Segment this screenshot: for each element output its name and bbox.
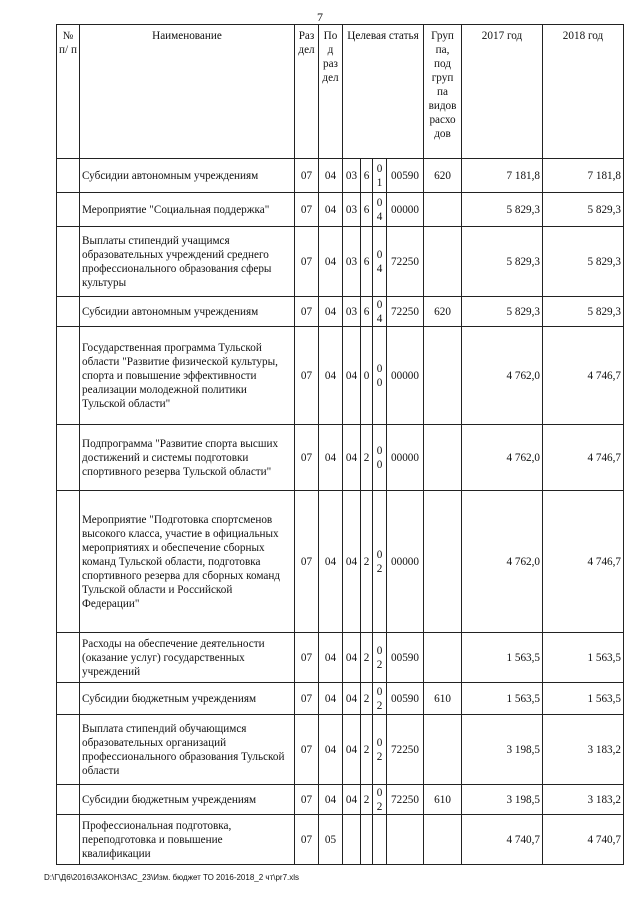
row-ts2: 2 — [361, 785, 373, 815]
row-2017: 5 829,3 — [462, 297, 543, 327]
row-2017: 4 762,0 — [462, 425, 543, 491]
row-ts3: 02 — [373, 785, 387, 815]
row-ts4: 00000 — [387, 327, 424, 425]
header-section: Раз дел — [295, 25, 319, 159]
row-group — [424, 633, 462, 683]
table-row — [57, 425, 624, 491]
row-ts3: 02 — [373, 633, 387, 683]
row-group: 610 — [424, 683, 462, 715]
row-name: Подпрограмма "Развитие спорта высших достижений и системы подготовки спортивного резерва Тульской области" — [80, 425, 295, 491]
row-num — [57, 297, 80, 327]
row-ts4: 00000 — [387, 193, 424, 227]
row-ts4: 00000 — [387, 491, 424, 633]
row-podrazdel: 04 — [319, 491, 343, 633]
row-name: Субсидии автономным учреждениям — [80, 297, 295, 327]
row-ts1: 04 — [343, 425, 361, 491]
row-ts3: 04 — [373, 297, 387, 327]
row-2018: 4 746,7 — [543, 327, 624, 425]
table-row — [57, 193, 624, 227]
row-razdel: 07 — [295, 633, 319, 683]
row-ts4: 00590 — [387, 683, 424, 715]
row-name: Мероприятие "Социальная поддержка" — [80, 193, 295, 227]
row-num — [57, 715, 80, 785]
table-row — [57, 785, 624, 815]
row-razdel: 07 — [295, 785, 319, 815]
header-expense-group: Груп па, под груп па видов расхо дов — [424, 25, 462, 159]
row-num — [57, 193, 80, 227]
row-num — [57, 633, 80, 683]
file-path-footer: D:\Г\Д6\2016\ЗАКОН\ЗАС_23\Изм. бюджет ТО 2016-2018_2 чт\pr7.xls — [44, 873, 300, 882]
row-ts1 — [343, 815, 361, 865]
row-name: Субсидии бюджетным учреждениям — [80, 785, 295, 815]
header-2017: 2017 год — [462, 25, 543, 159]
row-ts4: 72250 — [387, 297, 424, 327]
row-2017: 3 198,5 — [462, 785, 543, 815]
row-2018: 4 746,7 — [543, 491, 624, 633]
row-name: Профессиональная подготовка, переподготовка и повышение квалификации — [80, 815, 295, 865]
row-ts4: 00000 — [387, 425, 424, 491]
row-2018: 5 829,3 — [543, 297, 624, 327]
row-name: Субсидии бюджетным учреждениям — [80, 683, 295, 715]
row-2017: 4 740,7 — [462, 815, 543, 865]
row-group — [424, 327, 462, 425]
row-2017: 1 563,5 — [462, 633, 543, 683]
row-2017: 3 198,5 — [462, 715, 543, 785]
row-ts4 — [387, 815, 424, 865]
row-2018: 4 740,7 — [543, 815, 624, 865]
row-group: 620 — [424, 159, 462, 193]
header-2018: 2018 год — [543, 25, 624, 159]
row-name: Выплата стипендий обучающимся образовательных организаций профессионального образования Тульской области — [80, 715, 295, 785]
row-ts1: 04 — [343, 683, 361, 715]
row-ts3: 02 — [373, 683, 387, 715]
row-num — [57, 491, 80, 633]
row-ts2: 0 — [361, 327, 373, 425]
row-ts2: 6 — [361, 297, 373, 327]
row-group: 610 — [424, 785, 462, 815]
row-ts2: 6 — [361, 159, 373, 193]
row-podrazdel: 04 — [319, 683, 343, 715]
row-razdel: 07 — [295, 491, 319, 633]
row-razdel: 07 — [295, 683, 319, 715]
table-row — [57, 297, 624, 327]
table-row — [57, 159, 624, 193]
row-group — [424, 193, 462, 227]
row-ts1: 03 — [343, 227, 361, 297]
row-podrazdel: 04 — [319, 193, 343, 227]
row-ts3: 02 — [373, 491, 387, 633]
row-razdel: 07 — [295, 425, 319, 491]
row-razdel: 07 — [295, 227, 319, 297]
header-name: Наименование — [80, 25, 295, 159]
row-name: Мероприятие "Подготовка спортсменов высокого класса, участие в официальных мероприятиях и обеспечение сборных команд Тульской области, подготовка спортивного резерва для сборных команд Тульской области и Российской Федерации" — [80, 491, 295, 633]
row-2018: 1 563,5 — [543, 683, 624, 715]
row-ts1: 03 — [343, 159, 361, 193]
row-razdel: 07 — [295, 159, 319, 193]
row-ts1: 04 — [343, 327, 361, 425]
row-2017: 5 829,3 — [462, 227, 543, 297]
row-ts2: 6 — [361, 227, 373, 297]
row-podrazdel: 04 — [319, 297, 343, 327]
row-ts2: 2 — [361, 425, 373, 491]
row-group: 620 — [424, 297, 462, 327]
row-razdel: 07 — [295, 193, 319, 227]
row-ts3: 04 — [373, 193, 387, 227]
row-group — [424, 715, 462, 785]
row-2018: 3 183,2 — [543, 785, 624, 815]
row-2018: 3 183,2 — [543, 715, 624, 785]
row-podrazdel: 04 — [319, 227, 343, 297]
row-num — [57, 327, 80, 425]
row-ts1: 04 — [343, 785, 361, 815]
budget-table — [56, 24, 624, 865]
row-2018: 7 181,8 — [543, 159, 624, 193]
row-podrazdel: 05 — [319, 815, 343, 865]
table-row — [57, 715, 624, 785]
table-header-row — [57, 25, 624, 159]
header-num: № п/ п — [57, 25, 80, 159]
row-razdel: 07 — [295, 715, 319, 785]
row-2018: 5 829,3 — [543, 227, 624, 297]
row-2017: 4 762,0 — [462, 327, 543, 425]
row-ts2 — [361, 815, 373, 865]
row-podrazdel: 04 — [319, 425, 343, 491]
row-group — [424, 425, 462, 491]
row-ts1: 04 — [343, 715, 361, 785]
row-podrazdel: 04 — [319, 159, 343, 193]
table-row — [57, 491, 624, 633]
row-num — [57, 425, 80, 491]
row-2017: 4 762,0 — [462, 491, 543, 633]
row-ts1: 04 — [343, 633, 361, 683]
row-num — [57, 683, 80, 715]
row-num — [57, 159, 80, 193]
row-2018: 1 563,5 — [543, 633, 624, 683]
header-subsection: Под раз дел — [319, 25, 343, 159]
row-ts2: 6 — [361, 193, 373, 227]
row-ts2: 2 — [361, 633, 373, 683]
row-razdel: 07 — [295, 297, 319, 327]
row-podrazdel: 04 — [319, 327, 343, 425]
row-group — [424, 227, 462, 297]
row-ts4: 72250 — [387, 785, 424, 815]
row-ts4: 72250 — [387, 227, 424, 297]
row-2018: 5 829,3 — [543, 193, 624, 227]
row-razdel: 07 — [295, 327, 319, 425]
row-ts4: 72250 — [387, 715, 424, 785]
row-name: Выплаты стипендий учащимся образовательных учреждений среднего профессионального образования сферы культуры — [80, 227, 295, 297]
table-row — [57, 227, 624, 297]
row-name: Расходы на обеспечение деятельности (оказание услуг) государственных учреждений — [80, 633, 295, 683]
row-razdel: 07 — [295, 815, 319, 865]
row-podrazdel: 04 — [319, 633, 343, 683]
row-name: Государственная программа Тульской области "Развитие физической культуры, спорта и повышение эффективности реализации молодежной политики Тульской области" — [80, 327, 295, 425]
table-row — [57, 815, 624, 865]
row-num — [57, 227, 80, 297]
row-ts3: 04 — [373, 227, 387, 297]
row-2017: 5 829,3 — [462, 193, 543, 227]
row-ts1: 03 — [343, 193, 361, 227]
page-number: 7 — [317, 10, 323, 24]
row-num — [57, 785, 80, 815]
row-ts2: 2 — [361, 715, 373, 785]
row-ts4: 00590 — [387, 159, 424, 193]
row-2017: 7 181,8 — [462, 159, 543, 193]
row-group — [424, 815, 462, 865]
table-row — [57, 683, 624, 715]
table-row — [57, 327, 624, 425]
row-name: Субсидии автономным учреждениям — [80, 159, 295, 193]
row-group — [424, 491, 462, 633]
row-ts3 — [373, 815, 387, 865]
row-ts3: 01 — [373, 159, 387, 193]
header-target-article: Целевая статья — [343, 25, 424, 159]
row-podrazdel: 04 — [319, 785, 343, 815]
row-num — [57, 815, 80, 865]
row-ts1: 03 — [343, 297, 361, 327]
row-ts2: 2 — [361, 491, 373, 633]
row-2018: 4 746,7 — [543, 425, 624, 491]
row-ts3: 02 — [373, 715, 387, 785]
row-ts4: 00590 — [387, 633, 424, 683]
row-2017: 1 563,5 — [462, 683, 543, 715]
row-ts3: 00 — [373, 327, 387, 425]
row-ts3: 00 — [373, 425, 387, 491]
row-ts2: 2 — [361, 683, 373, 715]
row-podrazdel: 04 — [319, 715, 343, 785]
row-ts1: 04 — [343, 491, 361, 633]
table-row — [57, 633, 624, 683]
